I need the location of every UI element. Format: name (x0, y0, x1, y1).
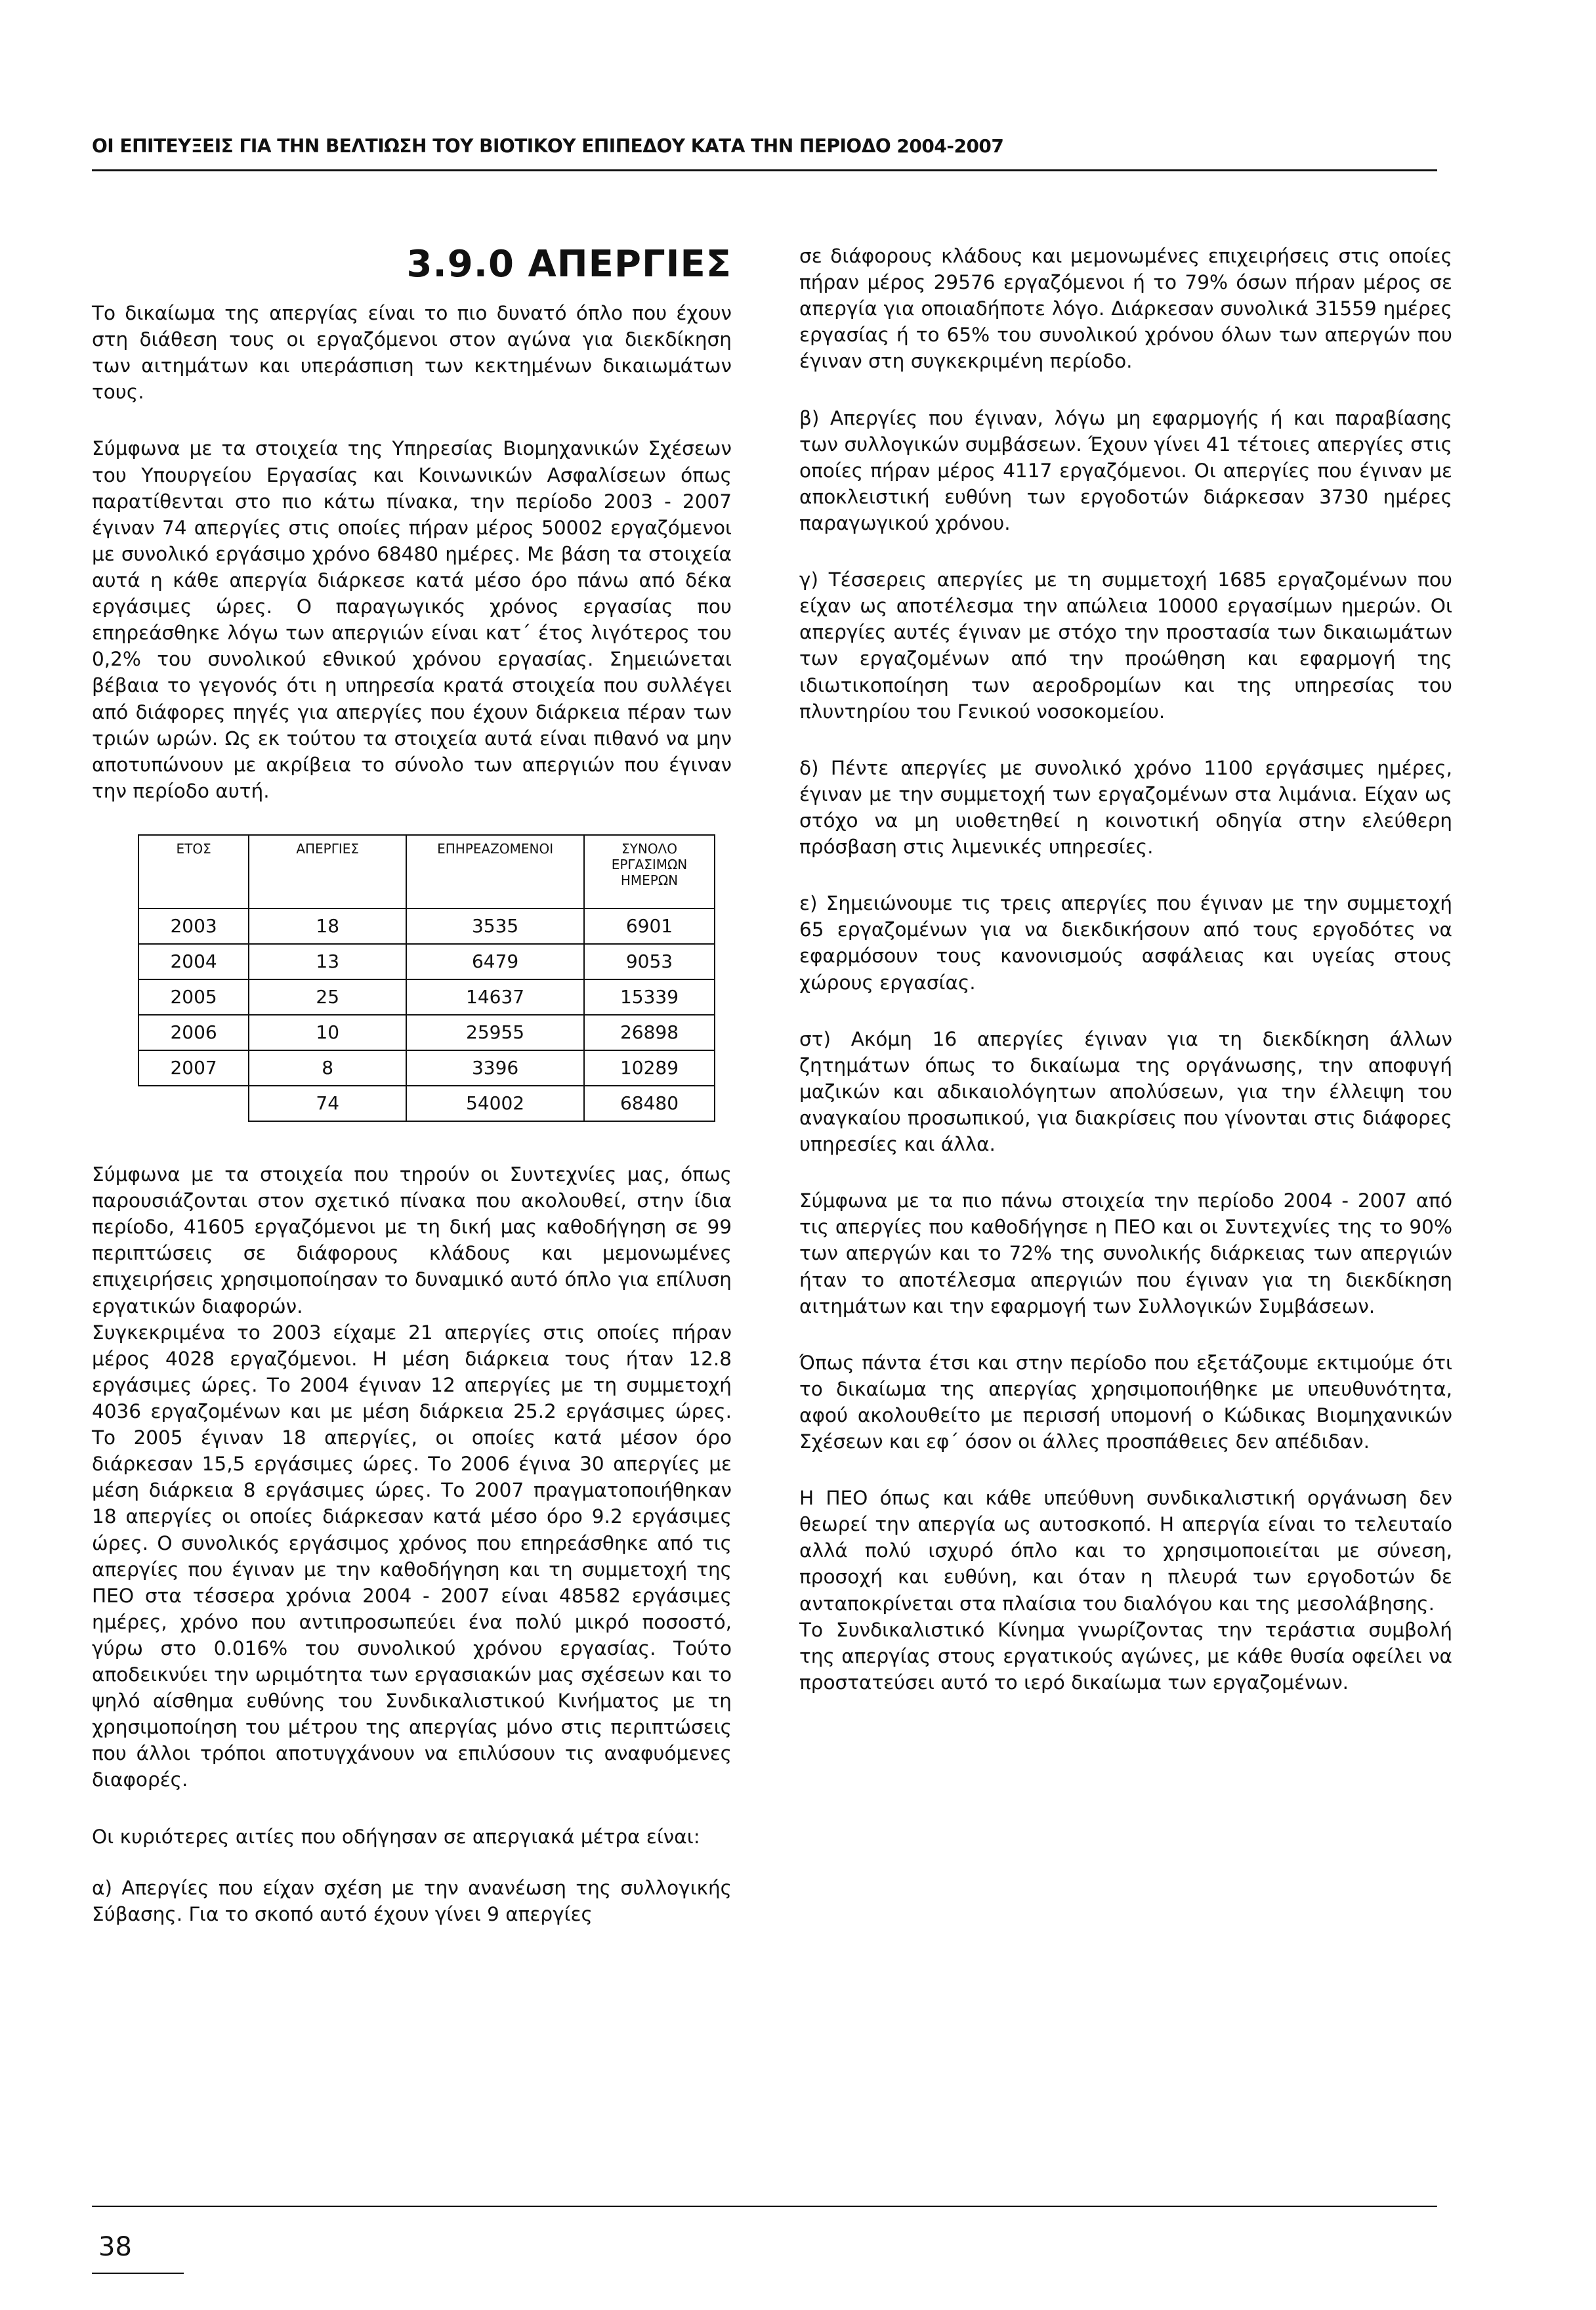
running-header: ΟΙ ΕΠΙΤΕΥΞΕΙΣ ΓΙΑ ΤΗΝ ΒΕΛΤΙΩΣΗ ΤΟΥ ΒΙΟΤΙΚΟΥ ΕΠΙΠΕΔΟΥ ΚΑΤΑ ΤΗΝ ΠΕΡΙΟΔΟ 2004-2007 (92, 135, 1004, 157)
table-cell: 3535 (406, 909, 584, 944)
table-cell: 2006 (138, 1015, 249, 1050)
right-paragraph-5: ε) Σημειώνουμε τις τρεις απεργίες που έγιναν με την συμμετοχή 65 εργαζομένων για να διεκδικήσουν από τους εργοδότες να εφαρμόσουν τους κανονισμούς ασφάλειας και υγείας στους χώρους εργασίας. (799, 892, 1452, 994)
table-header-cell: ΕΠΗΡΕΑΖΟΜΕΝΟΙ (406, 835, 584, 909)
table-cell: 10289 (584, 1050, 715, 1086)
table-cell: 2007 (138, 1050, 249, 1086)
table-cell: 8 (249, 1050, 406, 1086)
page-number-underline (92, 2273, 184, 2274)
table-total-cell: 68480 (584, 1086, 715, 1121)
table-row (138, 909, 715, 944)
right-paragraph-3: γ) Τέσσερεις απεργίες με τη συμμετοχή 1685 εργαζομένων που είχαν ως αποτέλεσμα την απώλεια 10000 εργασίμων ημερών. Οι απεργίες αυτές έγιναν με στόχο την προστασία των δικαιωμάτων των εργαζομένων από την προώθηση και εφαρμογή της ιδιωτικοποίηση των αεροδρομίων και της υπηρεσίας του πλυντηρίου του Γενικού νοσοκομείου. (799, 568, 1452, 723)
table-total-cell: 54002 (406, 1086, 584, 1121)
header-divider (92, 169, 1437, 171)
table-cell: 3396 (406, 1050, 584, 1086)
table-cell: 2004 (138, 944, 249, 979)
table-cell: 6901 (584, 909, 715, 944)
table-row (138, 1050, 715, 1086)
footer-divider (92, 2206, 1437, 2207)
left-paragraph-5: Οι κυριότερες αιτίες που οδήγησαν σε απεργιακά μέτρα είναι: (92, 1825, 700, 1848)
table-cell: 2003 (138, 909, 249, 944)
left-paragraph-3: Σύμφωνα με τα στοιχεία που τηρούν οι Συντεχνίες μας, όπως παρουσιάζονται στον σχετικό πίνακα που ακολουθεί, στην ίδια περίοδο, 41605 εργαζόμενοι με τη δική μας καθοδήγηση σε 99 περιπτώσεις σε διάφορους κλάδους και μεμονωμένες επιχειρήσεις χρησιμοποίησαν το δυναμικό αυτό όπλο για επίλυση εργατικών διαφορών. (92, 1163, 732, 1317)
page-number: 38 (98, 2232, 132, 2262)
table-row (138, 979, 715, 1015)
right-paragraph-9: Η ΠΕΟ όπως και κάθε υπεύθυνη συνδικαλιστική οργάνωση δεν θεωρεί την απεργία ως αυτοσκοπό. Η απεργία είναι το τελευταίο αλλά πολύ ισχυρό όπλο και το χρησιμοποιείται με σύνεση, προσοχή και ευθύνη, και όταν η πλευρά των εργοδοτών δε ανταποκρίνεται στα πλαίσια του διαλόγου και της μεσολάβησης. (799, 1487, 1452, 1615)
table-header-cell: ΕΤΟΣ (138, 835, 249, 909)
right-paragraph-6: στ) Ακόμη 16 απεργίες έγιναν για τη διεκδίκηση άλλων ζητημάτων όπως το δικαίωμα της οργάνωσης, την αποφυγή μαζικών και αδικαιολόγητων απολύσεων, για την έλλειψη του αναγκαίου προσωπικού, για διακρίσεις που γίνονται στις διάφορες υπηρεσίες και άλλα. (799, 1027, 1452, 1156)
right-paragraph-1: σε διάφορους κλάδους και μεμονωμένες επιχειρήσεις στις οποίες πήραν μέρος 29576 εργαζόμενοι ή το 79% όσων πήραν μέρος σε απεργία για οποιαδήποτε λόγο. Διάρκεσαν συνολικά 31559 ημέρες εργασίας ή το 65% του συνολικού χρόνου όλων των απεργών που έγιναν στη συγκεκριμένη περίοδο. (799, 245, 1452, 373)
table-cell: 26898 (584, 1015, 715, 1050)
table-cell: 25955 (406, 1015, 584, 1050)
table-cell: 15339 (584, 979, 715, 1015)
left-paragraph-1: Το δικαίωμα της απεργίας είναι το πιο δυνατό όπλο που έχουν στη διάθεση τους οι εργαζόμενοι στον αγώνα για διεκδίκηση των αιτημάτων και υπεράσπιση των κεκτημένων δικαιωμάτων τους. (92, 302, 732, 404)
strikes-table (138, 834, 715, 1122)
table-cell: 10 (249, 1015, 406, 1050)
table-cell: 13 (249, 944, 406, 979)
left-paragraph-4: Συγκεκριμένα το 2003 είχαμε 21 απεργίες στις οποίες πήραν μέρος 4028 εργαζόμενοι. Η μέση διάρκεια τους ήταν 12.8 εργάσιμες ώρες. Το 2004 έγιναν 12 απεργίες με τη συμμετοχή 4036 εργαζομένων και με μέση διάρκεια 25.2 εργάσιμες ώρες. Το 2005 έγιναν 18 απεργίες, οι οποίες κατά μέσον όρο διάρκεσαν 15,5 εργάσιμες ώρες. Το 2006 έγινα 30 απεργίες με μέση διάρκεια 8 εργάσιμες ώρες. Το 2007 πραγματοποιήθηκαν 18 απεργίες οι οποίες διάρκεσαν κατά μέσο όρο 9.2 εργάσιμες ώρες. Ο συνολικός εργάσιμος χρόνος που επηρεάσθηκε από τις απεργίες που έγιναν με την καθοδήγηση και τη συμμετοχή της ΠΕΟ στα τέσσερα χρόνια 2004 - 2007 είναι 48582 εργάσιμες ημέρες, χρόνο που αντιπροσωπεύει ένα πολύ μικρό ποσοστό, γύρω στο 0.016% του συνολικού χρόνου εργασίας. Τούτο αποδεικνύει την ωριμότητα των εργασιακών μας σχέσεων και το ψηλό αίσθημα ευθύνης του Συνδικαλιστικού Κινήματος με τη χρησιμοποίηση του μέτρου της απεργίας μόνο στις περιπτώσεις που άλλοι τρόποι αποτυγχάνουν να επιλύσουν τις αναφυόμενες διαφορές. (92, 1321, 732, 1791)
right-paragraph-10: Το Συνδικαλιστικό Κίνημα γνωρίζοντας την τεράστια συμβολή της απεργίας στους εργατικούς αγώνες, με κάθε θυσία οφείλει να προστατεύσει αυτό το ιερό δικαίωμα των εργαζομένων. (799, 1618, 1452, 1694)
table-row (138, 944, 715, 979)
table-row (138, 1015, 715, 1050)
table-cell: 25 (249, 979, 406, 1015)
table-blank-cell (138, 1086, 249, 1121)
table-cell: 6479 (406, 944, 584, 979)
right-paragraph-4: δ) Πέντε απεργίες με συνολικό χρόνο 1100 εργάσιμες ημέρες, έγιναν με την συμμετοχή των εργαζομένων στα λιμάνια. Είχαν ως στόχο να μη υιοθετηθεί η κοινοτική οδηγία στην ελεύθερη πρόσβαση στις λιμενικές υπηρεσίες. (799, 756, 1452, 859)
table-cell: 14637 (406, 979, 584, 1015)
left-column (92, 243, 732, 1957)
table-header-cell: ΣΥΝΟΛΟ ΕΡΓΑΣΙΜΩΝ ΗΜΕΡΩΝ (584, 835, 715, 909)
section-title: 3.9.0 ΑΠΕΡΓΙΕΣ (406, 243, 732, 286)
right-column (799, 243, 1452, 1726)
left-paragraph-2: Σύμφωνα με τα στοιχεία της Υπηρεσίας Βιομηχανικών Σχέσεων του Υπουργείου Εργασίας και Κοινωνικών Ασφαλίσεων όπως παρατίθενται στο πιο κάτω πίνακα, την περίοδο 2003 - 2007 έγιναν 74 απεργίες στις οποίες πήραν μέρος 50002 εργαζόμενοι με συνολικό εργάσιμο χρόνο 68480 ημέρες. Με βάση τα στοιχεία αυτά η κάθε απεργία διάρκεσε κατά μέσο όρο πάνω από δέκα εργάσιμες ώρες. Ο παραγωγικός χρόνος εργασίας που επηρεάσθηκε λόγω των απεργιών είναι κατ΄ έτος λιγότερος του 0,2% του συνολικού εθνικού χρόνου εργασίας. Σημειώνεται βέβαια το γεγονός ότι η υπηρεσία κρατά στοιχεία που συλλέγει από διάφορες πηγές για απεργίες που έχουν διάρκεια πέραν των τριών ωρών. Ως εκ τούτου τα στοιχεία αυτά είναι πιθανό να μην αποτυπώνουν με ακρίβεια το σύνολο των απεργιών που έγιναν την περίοδο αυτή. (92, 437, 732, 802)
left-paragraph-6: α) Απεργίες που είχαν σχέση με την ανανέωση της συλλογικής Σύβασης. Για το σκοπό αυτό έχουν γίνει 9 απεργίες (92, 1876, 732, 1925)
table-cell: 9053 (584, 944, 715, 979)
right-paragraph-8: Όπως πάντα έτσι και στην περίοδο που εξετάζουμε εκτιμούμε ότι το δικαίωμα της απεργίας χρησιμοποιήθηκε με υπευθυνότητα, αφού ακολουθείτο με περισσή υπομονή ο Κώδικας Βιομηχανικών Σχέσεων και εφ΄ όσον οι άλλες προσπάθειες δεν απέδιδαν. (799, 1351, 1452, 1453)
table-header-row (138, 835, 715, 909)
table-cell: 2005 (138, 979, 249, 1015)
right-paragraph-2: β) Απεργίες που έγιναν, λόγω μη εφαρμογής ή και παραβίασης των συλλογικών συμβάσεων. Έχουν γίνει 41 τέτοιες απεργίες στις οποίες πήραν μέρος 4117 εργαζόμενοι. Οι απεργίες που έγιναν με αποκλειστική ευθύνη των εργοδοτών διάρκεσαν 3730 ημέρες παραγωγικού χρόνου. (799, 406, 1452, 534)
table-header-cell: ΑΠΕΡΓΙΕΣ (249, 835, 406, 909)
table-cell: 18 (249, 909, 406, 944)
right-paragraph-7: Σύμφωνα με τα πιο πάνω στοιχεία την περίοδο 2004 - 2007 από τις απεργίες που καθοδήγησε η ΠΕΟ και οι Συντεχνίες της το 90% των απεργών και το 72% της συνολικής διάρκειας των απεργιών ήταν το αποτέλεσμα απεργιών που έγιναν για τη διεκδίκηση αιτημάτων και την εφαρμογή των Συλλογικών Συμβάσεων. (799, 1189, 1452, 1317)
table-totals-row (138, 1086, 715, 1121)
table-total-cell: 74 (249, 1086, 406, 1121)
